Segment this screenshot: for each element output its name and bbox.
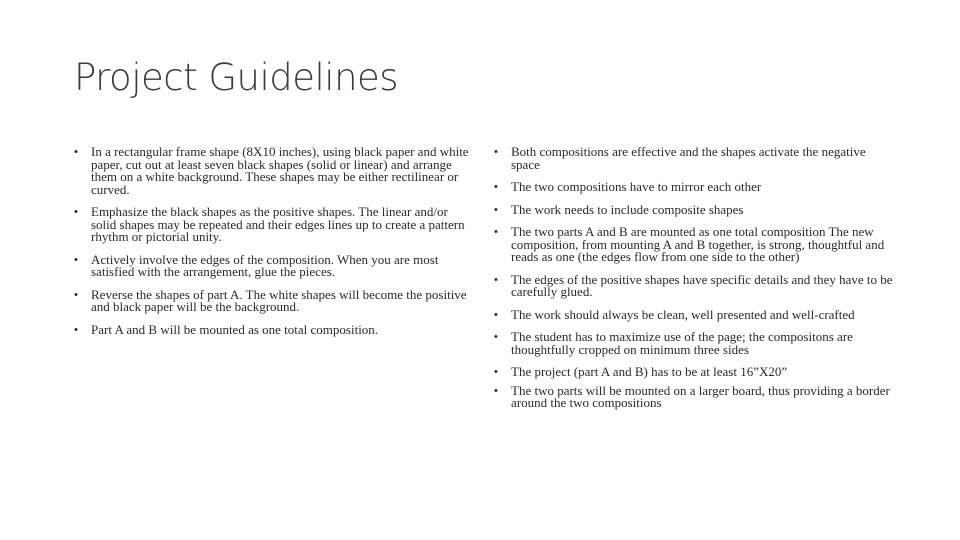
left-column <box>74 146 474 346</box>
left-list-item: • Part A and B will be mounted as one total composition. <box>74 324 474 337</box>
right-bullet-list <box>494 146 894 410</box>
right-list-item: • The work needs to include composite shapes <box>494 204 894 217</box>
left-list-item: • In a rectangular frame shape (8X10 inches), using black paper and white paper, cut out at least seven black shapes (solid or linear) and arrange them on a white background. These shapes may be either rectilinear or curved. <box>74 146 474 196</box>
right-list-item: • The project (part A and B) has to be at least 16”X20” <box>494 366 894 379</box>
right-list-item: • The two compositions have to mirror each other <box>494 181 894 194</box>
right-list-item: • The two parts A and B are mounted as one total composition The new composition, from mounting A and B together, is strong, thoughtful and reads as one (the edges flow from one side to the other) <box>494 226 894 264</box>
left-list-item: • Emphasize the black shapes as the positive shapes. The linear and/or solid shapes may be repeated and their edges lines up to create a pattern rhythm or pictorial unity. <box>74 206 474 244</box>
right-list-item: • The student has to maximize use of the page; the compositons are thoughtfully cropped on minimum three sides <box>494 331 894 356</box>
right-list-item: • The edges of the positive shapes have specific details and they have to be carefully glued. <box>494 274 894 299</box>
right-column <box>494 146 894 420</box>
left-list-item: • Actively involve the edges of the composition. When you are most satisfied with the arrangement, glue the pieces. <box>74 254 474 279</box>
right-list-item: • The work should always be clean, well presented and well-crafted <box>494 309 894 322</box>
right-list-item: • The two parts will be mounted on a larger board, thus providing a border around the two compositions <box>494 385 894 410</box>
slide-title: Project Guidelines <box>74 56 399 99</box>
left-bullet-list <box>74 146 474 336</box>
left-list-item: • Reverse the shapes of part A. The white shapes will become the positive and black paper will be the background. <box>74 289 474 314</box>
right-list-item: • Both compositions are effective and the shapes activate the negative space <box>494 146 894 171</box>
